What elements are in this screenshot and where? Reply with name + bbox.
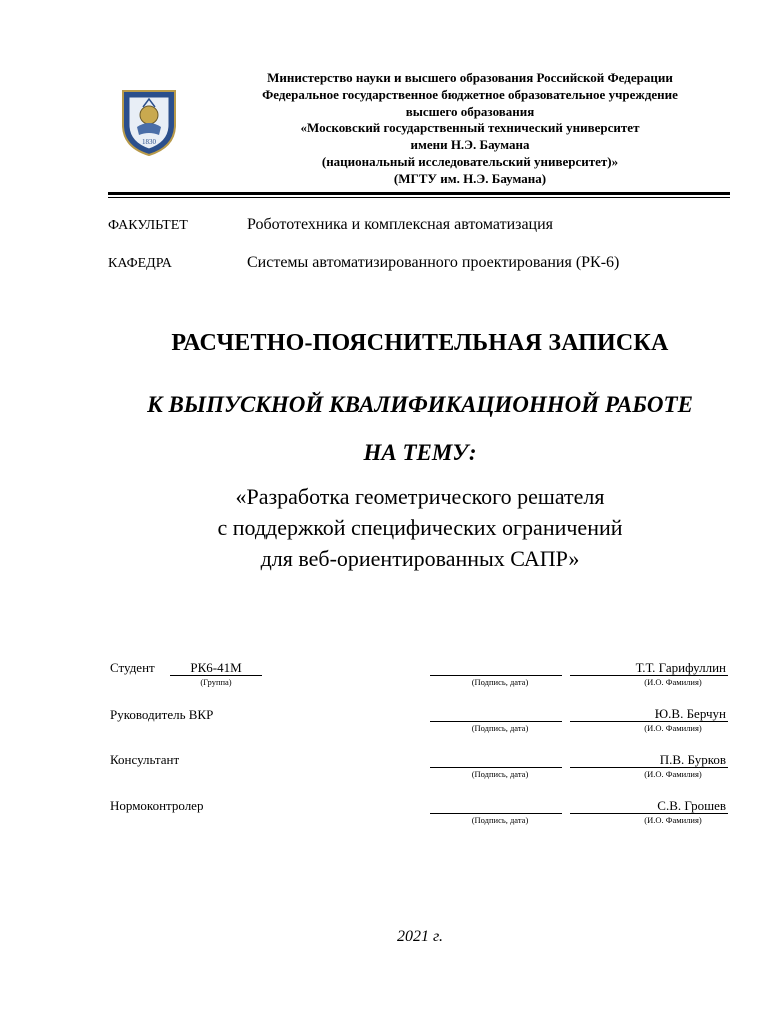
consultant-signature-line xyxy=(430,767,562,768)
normcontroller-name: С.В. Грошев xyxy=(657,798,726,813)
student-signature-line xyxy=(430,675,562,676)
header-line: имени Н.Э. Баумана xyxy=(410,137,530,153)
student-name-caption: (И.О. Фамилия) xyxy=(644,677,702,687)
supervisor-name: Ю.В. Берчун xyxy=(654,706,726,721)
group-caption: (Группа) xyxy=(200,677,232,687)
normcontroller-label: Нормоконтролер xyxy=(110,798,204,813)
consultant-signature-caption: (Подпись, дата) xyxy=(471,769,529,779)
header-divider-thin xyxy=(108,197,730,198)
consultant-label: Консультант xyxy=(110,752,180,767)
supervisor-signature-line xyxy=(430,721,562,722)
document-title: РАСЧЕТНО-ПОЯСНИТЕЛЬНАЯ ЗАПИСКА xyxy=(171,330,669,356)
topic-line: «Разработка геометрического решателя xyxy=(235,484,605,509)
header-line: высшего образования xyxy=(405,103,535,119)
topic-line: с поддержкой специфических ограничений xyxy=(217,515,623,540)
consultant-name-line xyxy=(570,767,728,768)
header-line: «Московский государственный технический университет xyxy=(300,120,640,136)
group-line xyxy=(170,675,262,676)
supervisor-name-caption: (И.О. Фамилия) xyxy=(644,723,702,733)
topic-line: для веб-ориентированных САПР» xyxy=(260,546,580,571)
university-crest-logo xyxy=(113,85,185,157)
supervisor-name-line xyxy=(570,721,728,722)
header-line: (национальный исследовательский университет)» xyxy=(321,153,619,169)
normcontroller-signature-caption: (Подпись, дата) xyxy=(471,815,529,825)
crest-year: 1830 xyxy=(142,138,156,146)
header-line: (МГТУ им. Н.Э. Баумана) xyxy=(393,170,547,186)
theme-heading: НА ТЕМУ: xyxy=(363,440,477,465)
consultant-name: П.В. Бурков xyxy=(659,752,726,767)
institution-header xyxy=(190,70,750,188)
department-value: Системы автоматизированного проектирования (РК-6) xyxy=(247,254,620,271)
header-line: Федеральное государственное бюджетное образовательное учреждение xyxy=(262,86,678,102)
normcontroller-name-line xyxy=(570,813,728,814)
student-name: Т.Т. Гарифуллин xyxy=(635,660,726,675)
student-name-line xyxy=(570,675,728,676)
document-subtitle: К ВЫПУСКНОЙ КВАЛИФИКАЦИОННОЙ РАБОТЕ xyxy=(147,392,693,417)
thesis-topic xyxy=(0,481,770,574)
faculty-label: ФАКУЛЬТЕТ xyxy=(108,218,188,233)
consultant-name-caption: (И.О. Фамилия) xyxy=(644,769,702,779)
header-line: Министерство науки и высшего образования Российской Федерации xyxy=(267,70,673,85)
normcontroller-signature-line xyxy=(430,813,562,814)
document-year: 2021 г. xyxy=(396,928,444,945)
supervisor-signature-caption: (Подпись, дата) xyxy=(471,723,529,733)
student-signature-caption: (Подпись, дата) xyxy=(471,677,529,687)
faculty-value: Робототехника и комплексная автоматизация xyxy=(247,216,554,233)
department-label: КАФЕДРА xyxy=(108,256,172,271)
normcontroller-name-caption: (И.О. Фамилия) xyxy=(644,815,702,825)
student-label: Студент xyxy=(110,660,155,675)
supervisor-label: Руководитель ВКР xyxy=(110,707,214,722)
student-group: РК6-41М xyxy=(190,660,242,675)
header-divider-thick xyxy=(108,192,730,195)
